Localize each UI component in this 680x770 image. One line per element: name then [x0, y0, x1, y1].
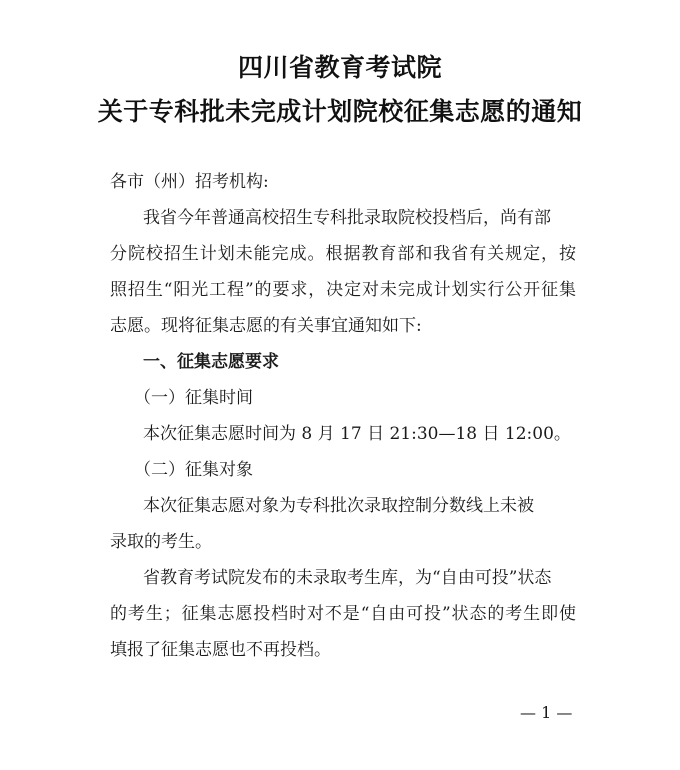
salutation: 各市（州）招考机构:: [110, 172, 269, 192]
intro-line-2: 分院校招生计划未能完成。根据教育部和我省有关规定，按: [110, 244, 576, 264]
sub2-para2-line3: 填报了征集志愿也不再投档。: [110, 640, 331, 660]
sub2-para1-line1: 本次征集志愿对象为专科批次录取控制分数线上未被: [143, 496, 534, 516]
sub2-para2-line1: 省教育考试院发布的未录取考生库，为“自由可投”状态: [143, 568, 552, 588]
sub1-heading: （一）征集时间: [134, 388, 253, 408]
page-number: — 1 —: [520, 703, 573, 722]
section1-heading: 一、征集志愿要求: [143, 352, 279, 372]
title-issuer: 四川省教育考试院: [237, 53, 442, 82]
sub2-para1-line2: 录取的考生。: [110, 532, 212, 552]
title-subject: 关于专科批未完成计划院校征集志愿的通知: [97, 97, 583, 126]
intro-line-4: 志愿。现将征集志愿的有关事宜通知如下:: [110, 316, 422, 336]
sub2-para2-line2: 的考生；征集志愿投档时对不是“自由可投”状态的考生即使: [110, 604, 576, 624]
sub2-heading: （二）征集对象: [134, 460, 253, 480]
intro-line-3: 照招生“阳光工程”的要求，决定对未完成计划实行公开征集: [110, 280, 576, 300]
intro-line-1: 我省今年普通高校招生专科批录取院校投档后，尚有部: [143, 208, 551, 228]
sub1-text: 本次征集志愿时间为 8 月 17 日 21:30—18 日 12:00。: [143, 424, 571, 444]
